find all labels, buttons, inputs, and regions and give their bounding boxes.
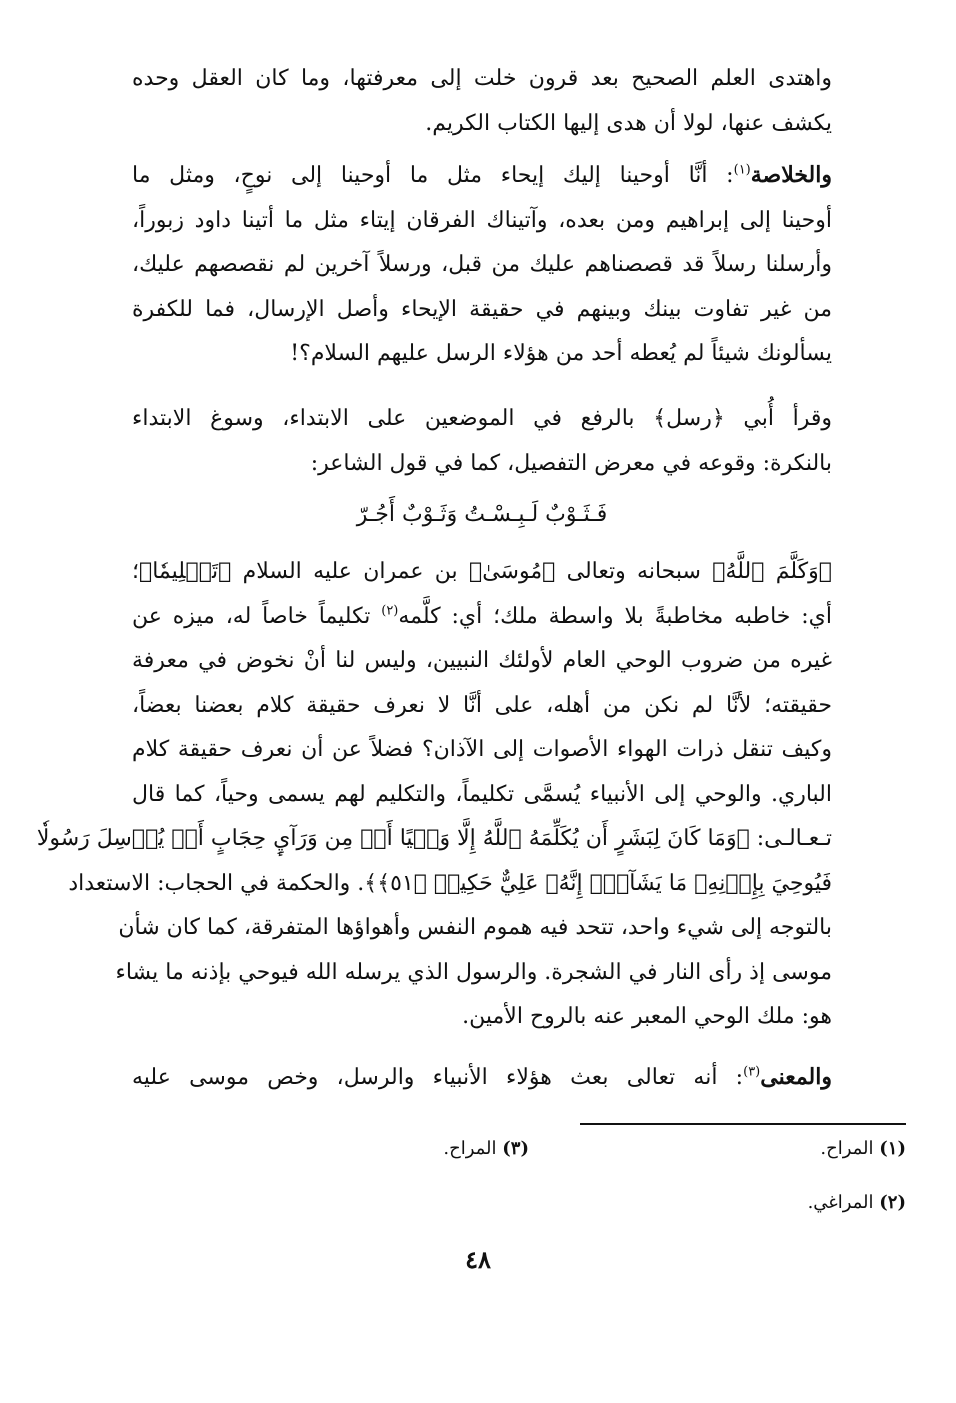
footnote-marker: (٣) bbox=[743, 1064, 761, 1080]
text-line: غيره من ضروب الوحي العام لأولئك النبيين، وليس لنا أنْ نخوض في معرفة bbox=[132, 648, 832, 673]
paragraph-1 bbox=[132, 57, 832, 146]
text-line: بالنكرة: وقوعه في معرض التفصيل، كما في قول الشاعر: bbox=[310, 450, 832, 476]
footnote-text: المراغي. bbox=[807, 1192, 874, 1213]
text-line: الباري. والوحي إلى الأنبياء يُسمَّى تكليماً، والتكليم لهم يسمى وحياً، كما قال bbox=[132, 781, 832, 807]
paragraph-4 bbox=[36, 550, 832, 1040]
meaning-term: والمعنى bbox=[760, 1064, 832, 1090]
text-line: وكيف تنقل ذرات الهواء الأصوات إلى الآذان؟ فضلاً عن أن نعرف حقيقة كلام bbox=[132, 737, 832, 762]
page-number: ٤٨ bbox=[465, 1245, 491, 1274]
text-line: موسى إذ رأى النار في الشجرة. والرسول الذي يرسله الله فيوحي بإذنه ما يشاء bbox=[115, 959, 832, 985]
text-line bbox=[132, 595, 832, 640]
text-line: وأرسلنا رسلاً قد قصصناهم عليك من قبل، ورسلاً آخرين لم نقصصهم عليك، bbox=[132, 252, 832, 277]
footnote-marker: (١) bbox=[733, 162, 751, 178]
text-line: يسألونك شيئاً لم يُعطه أحد من هؤلاء الرسل عليهم السلام؟! bbox=[290, 341, 832, 366]
footnote-1 bbox=[820, 1138, 906, 1159]
text-span: : أنَّا أوحينا إليك إيحاء مثل ما أوحينا إلى نوحٍ، ومثل ما bbox=[132, 163, 734, 188]
text-span: أي: خاطبه مخاطبةً بلا واسطة ملك؛ أي: كلَّمه bbox=[398, 603, 832, 629]
footnote-marker: (٢) bbox=[381, 603, 399, 619]
footnote-number: (١) bbox=[879, 1138, 906, 1159]
footnote-text: المراح. bbox=[820, 1138, 874, 1159]
text-line: ﴿وَكَلَّمَ ٱللَّهُ﴾ سبحانه وتعالى ﴿مُوسَىٰ﴾ بن عمران عليه السلام ﴿تَكۡلِيمٗا﴾؛ bbox=[132, 559, 832, 584]
text-span: : أنه تعالى بعث هؤلاء الأنبياء والرسل، وخص موسى عليه bbox=[132, 1065, 744, 1090]
footnote-text: المراح. bbox=[443, 1138, 497, 1159]
text-line: وقرأ أُبي ﴿رسل﴾ بالرفع في الموضعين على الابتداء، وسوغ الابتداء bbox=[132, 406, 832, 431]
footnote-number: (٣) bbox=[502, 1138, 529, 1159]
text-line: بالتوجه إلى شيء واحد، تتحد فيه هموم النفس وأهواؤها المتفرقة، كما كان شأن bbox=[118, 915, 832, 940]
paragraph-3 bbox=[132, 397, 832, 486]
summary-term: والخلاصة bbox=[750, 162, 832, 188]
poetry-verse bbox=[132, 493, 832, 538]
text-line: من غير تفاوت بينك وبينهم في حقيقة الإيحاء وأصل الإرسال، فما للكفرة bbox=[132, 296, 832, 322]
text-line: يكشف عنها، لولا أن هدى إليها الكتاب الكريم. bbox=[425, 110, 832, 136]
text-line bbox=[132, 153, 832, 199]
text-line: حقيقته؛ لأنَّا لم نكن من أهله، على أنَّا لا نعرف حقيقة كلام بعضنا بعضاً، bbox=[132, 692, 832, 718]
text-line bbox=[132, 1055, 832, 1101]
text-span: تكليماً خاصاً له، ميزه عن bbox=[132, 603, 382, 629]
text-line: فَيُوحِيَ بِإِذۡنِهِۦ مَا يَشَآءُۚ إِنَّهُۥ عَلِيٌّ حَكِيمٞ ﴿٥١﴾﴾. والحكمة في الحجاب: الاستعداد bbox=[68, 870, 832, 896]
verse-line: فَـثَـوْبٌ لَـبِـسْـتُ وَثَـوْبٌ أَجُـرّ bbox=[356, 502, 608, 527]
footnote-number: (٢) bbox=[879, 1192, 906, 1213]
text-line: هو: ملك الوحي المعبر عنه بالروح الأمين. bbox=[462, 1004, 832, 1029]
text-line: تـعـالـى: ﴿وَمَا كَانَ لِبَشَرٍ أَن يُكَلِّمَهُ ٱللَّهُ إِلَّا وَحۡيًا أَوۡ مِن وَرَآيِٕ حِجَابٍ أَوۡ يُرۡسِلَ رَسُولٗا bbox=[36, 826, 832, 851]
footnote-3 bbox=[443, 1138, 529, 1159]
text-line: أوحينا إلى إبراهيم ومن بعده، وآتيناك الفرقان إيتاء مثل ما أتينا داود زبوراً، bbox=[132, 207, 832, 233]
paragraph-2 bbox=[132, 153, 832, 377]
footnote-2 bbox=[808, 1192, 906, 1213]
paragraph-5 bbox=[132, 1055, 832, 1101]
footnote-divider bbox=[580, 1123, 906, 1125]
text-line: واهتدى العلم الصحيح بعد قرون خلت إلى معرفتها، وما كان العقل وحده bbox=[132, 66, 832, 91]
